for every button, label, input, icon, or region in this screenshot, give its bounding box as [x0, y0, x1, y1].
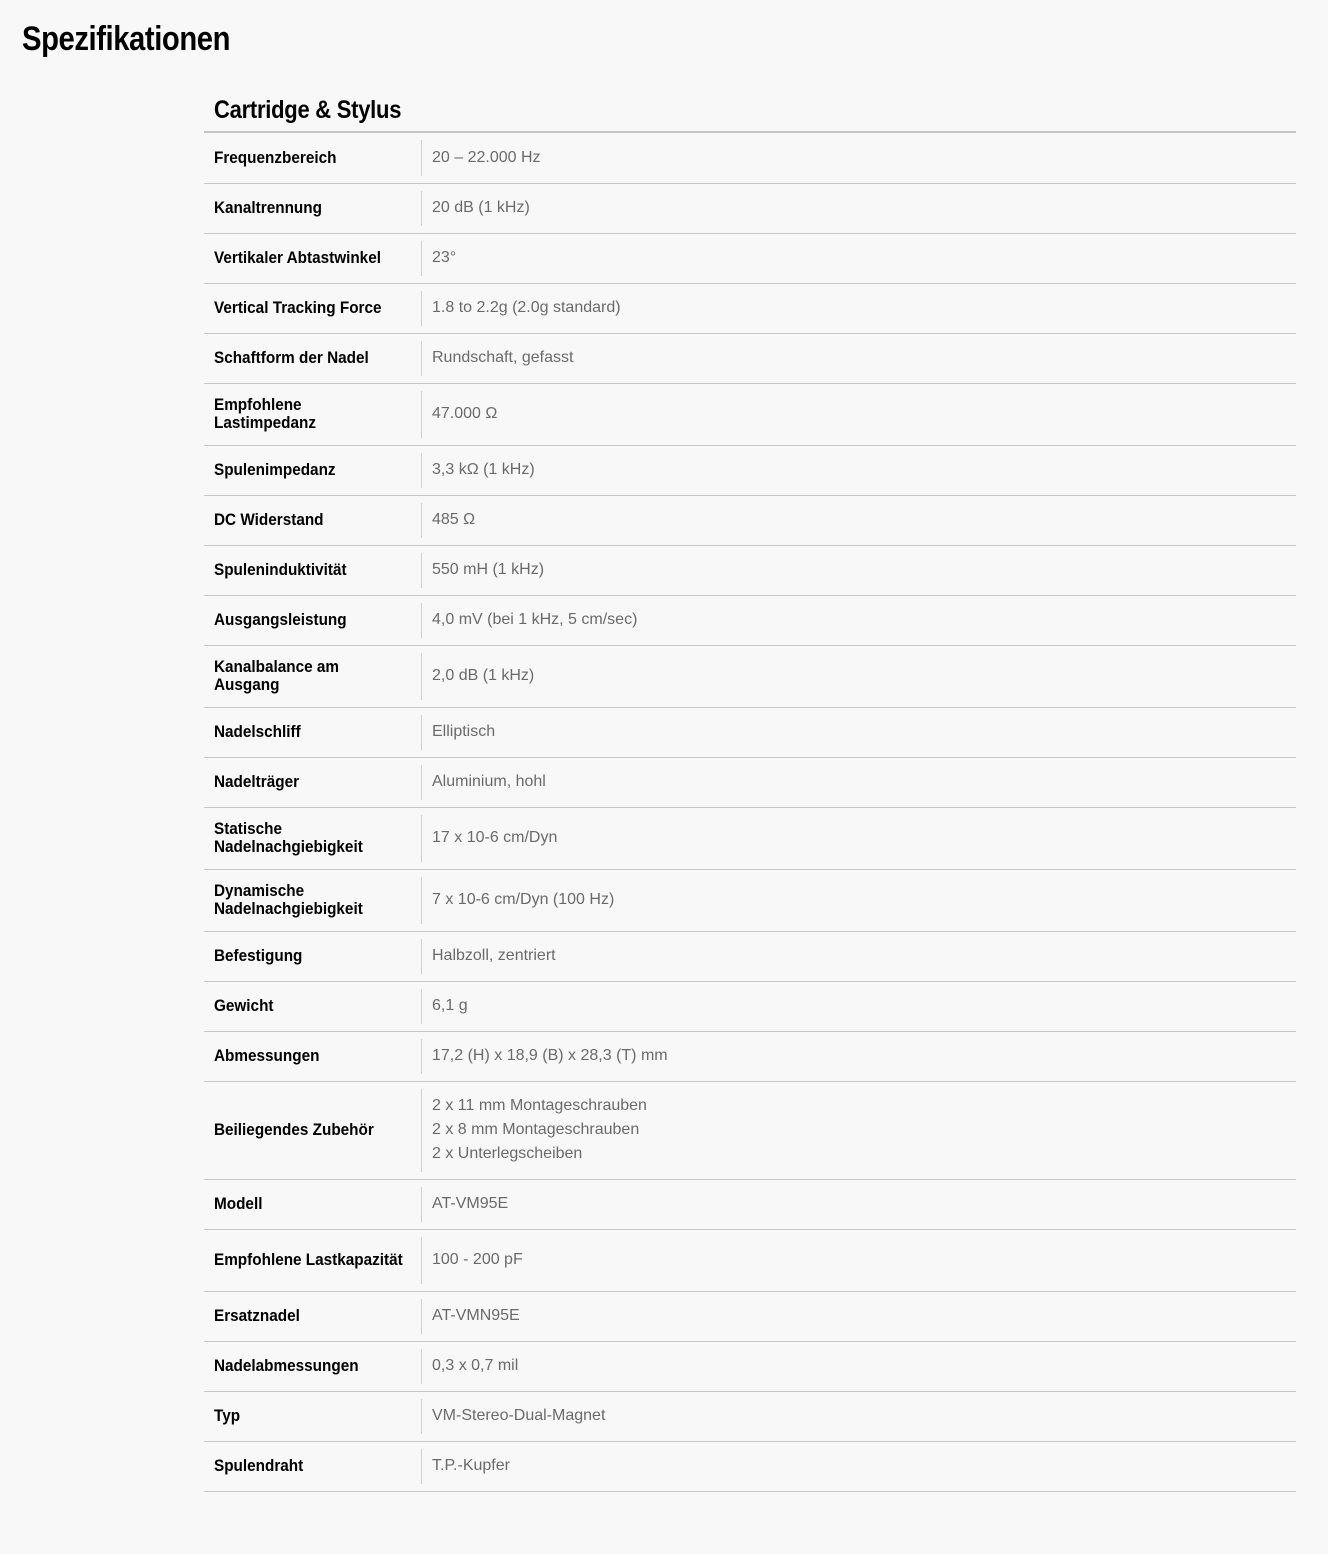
spec-value-cell — [421, 133, 1296, 183]
spec-row — [204, 645, 1296, 707]
spec-value-cell — [421, 383, 1296, 445]
spec-label-cell — [204, 869, 421, 931]
spec-label: Modell — [214, 1194, 263, 1213]
spec-label: Dynamische Nadelnachgiebigkeit — [214, 881, 363, 918]
spec-row — [204, 383, 1296, 445]
spec-label-cell — [204, 1291, 421, 1341]
spec-label: Ersatznadel — [214, 1306, 300, 1325]
spec-label: Kanalbalance am Ausgang — [214, 657, 340, 694]
spec-label-cell — [204, 1229, 421, 1291]
spec-value: 17 x 10-6 cm/Dyn — [432, 829, 558, 846]
spec-label: Spuleninduktivität — [214, 560, 347, 579]
spec-label: Abmessungen — [214, 1046, 320, 1065]
spec-row — [204, 757, 1296, 807]
spec-value-cell — [421, 1081, 1296, 1179]
spec-value-cell — [421, 869, 1296, 931]
spec-label-cell — [204, 707, 421, 757]
spec-value-cell — [421, 807, 1296, 869]
page-title: Spezifikationen — [22, 20, 231, 58]
spec-value: 7 x 10-6 cm/Dyn (100 Hz) — [432, 891, 615, 908]
spec-table — [204, 133, 1296, 1492]
spec-value: 100 - 200 pF — [432, 1251, 523, 1268]
spec-value-cell — [421, 931, 1296, 981]
spec-value-cell — [421, 1229, 1296, 1291]
spec-row — [204, 981, 1296, 1031]
section-title — [204, 90, 1296, 133]
spec-row — [204, 869, 1296, 931]
spec-value: 2 x Unterlegscheiben — [432, 1145, 583, 1162]
spec-label: Gewicht — [214, 996, 274, 1015]
section-title-text: Cartridge & Stylus — [214, 96, 402, 124]
spec-label: Frequenzbereich — [214, 147, 337, 167]
spec-value: Rundschaft, gefasst — [432, 349, 574, 366]
spec-row — [204, 133, 1296, 183]
spec-label: Spulendraht — [214, 1456, 304, 1475]
spec-row — [204, 1179, 1296, 1229]
spec-row — [204, 445, 1296, 495]
spec-value-cell — [421, 707, 1296, 757]
spec-label-cell — [204, 1031, 421, 1081]
spec-value: 17,2 (H) x 18,9 (B) x 28,3 (T) mm — [432, 1047, 668, 1064]
spec-row — [204, 1229, 1296, 1291]
spec-value-cell — [421, 1341, 1296, 1391]
spec-value: AT-VMN95E — [432, 1307, 520, 1324]
spec-value-cell — [421, 1441, 1296, 1491]
spec-value-cell — [421, 495, 1296, 545]
spec-label-cell — [204, 445, 421, 495]
spec-label-cell — [204, 495, 421, 545]
spec-label-cell — [204, 383, 421, 445]
spec-value-cell — [421, 757, 1296, 807]
spec-value-cell — [421, 1031, 1296, 1081]
spec-label-cell — [204, 1391, 421, 1441]
spec-label-cell — [204, 757, 421, 807]
spec-table-body — [204, 133, 1296, 1491]
spec-label: Nadelschliff — [214, 722, 301, 741]
spec-value-cell — [421, 645, 1296, 707]
spec-value: 20 – 22.000 Hz — [432, 148, 541, 166]
spec-value-cell — [421, 595, 1296, 645]
spec-row — [204, 931, 1296, 981]
spec-value: 2 x 8 mm Montageschrauben — [432, 1121, 640, 1138]
spec-label-cell — [204, 1081, 421, 1179]
spec-value: 2 x 11 mm Montageschrauben — [432, 1097, 647, 1114]
spec-label-cell — [204, 645, 421, 707]
spec-label-cell — [204, 807, 421, 869]
spec-section — [204, 90, 1296, 1492]
spec-label-cell — [204, 1179, 421, 1229]
spec-label: Nadelträger — [214, 772, 300, 791]
spec-value-cell — [421, 233, 1296, 283]
spec-row — [204, 495, 1296, 545]
spec-label-cell — [204, 981, 421, 1031]
spec-label-cell — [204, 545, 421, 595]
spec-label-cell — [204, 233, 421, 283]
spec-label-cell — [204, 283, 421, 333]
spec-label: Befestigung — [214, 946, 303, 965]
spec-value: 0,3 x 0,7 mil — [432, 1357, 519, 1374]
spec-value: 47.000 Ω — [432, 405, 498, 422]
spec-row — [204, 595, 1296, 645]
spec-row — [204, 1441, 1296, 1491]
spec-label: Statische Nadelnachgiebigkeit — [214, 819, 363, 856]
spec-label: Spulenimpedanz — [214, 460, 336, 479]
spec-label-cell — [204, 931, 421, 981]
spec-value: Halbzoll, zentriert — [432, 947, 556, 964]
spec-value: 23° — [432, 249, 457, 266]
spec-label: Nadelabmessungen — [214, 1356, 359, 1375]
spec-label: Empfohlene Lastimpedanz — [214, 395, 317, 432]
spec-value-cell — [421, 445, 1296, 495]
spec-row — [204, 707, 1296, 757]
spec-row — [204, 1081, 1296, 1179]
spec-value: 3,3 kΩ (1 kHz) — [432, 461, 535, 478]
spec-label: Typ — [214, 1406, 241, 1425]
spec-value-cell — [421, 1291, 1296, 1341]
spec-label-cell — [204, 1341, 421, 1391]
spec-row — [204, 233, 1296, 283]
spec-row — [204, 283, 1296, 333]
spec-row — [204, 1031, 1296, 1081]
spec-row — [204, 1291, 1296, 1341]
spec-label: Kanaltrennung — [214, 198, 322, 217]
spec-value: 1.8 to 2.2g (2.0g standard) — [432, 299, 621, 316]
spec-value: 550 mH (1 kHz) — [432, 561, 545, 578]
spec-label-cell — [204, 1441, 421, 1491]
spec-value: Aluminium, hohl — [432, 773, 546, 790]
spec-value: AT-VM95E — [432, 1195, 509, 1212]
spec-value: 20 dB (1 kHz) — [432, 199, 530, 216]
spec-label: Schaftform der Nadel — [214, 348, 369, 367]
spec-value-cell — [421, 545, 1296, 595]
spec-row — [204, 333, 1296, 383]
spec-row — [204, 807, 1296, 869]
spec-value-cell — [421, 1179, 1296, 1229]
spec-label-cell — [204, 183, 421, 233]
spec-value-cell — [421, 283, 1296, 333]
spec-label: Empfohlene Lastkapazität — [214, 1250, 403, 1269]
spec-row — [204, 1341, 1296, 1391]
spec-value: 6,1 g — [432, 997, 468, 1014]
spec-label-cell — [204, 595, 421, 645]
spec-value-cell — [421, 333, 1296, 383]
spec-label: Vertical Tracking Force — [214, 298, 382, 317]
spec-label: Ausgangsleistung — [214, 610, 347, 629]
spec-row — [204, 545, 1296, 595]
spec-value-cell — [421, 981, 1296, 1031]
spec-label: Vertikaler Abtastwinkel — [214, 248, 381, 267]
spec-value: 4,0 mV (bei 1 kHz, 5 cm/sec) — [432, 611, 638, 628]
spec-value: 485 Ω — [432, 511, 476, 528]
spec-label: DC Widerstand — [214, 510, 324, 529]
spec-value-cell — [421, 183, 1296, 233]
spec-value: VM-Stereo-Dual-Magnet — [432, 1407, 606, 1424]
spec-label-cell — [204, 133, 421, 183]
spec-value-cell — [421, 1391, 1296, 1441]
spec-value: T.P.-Kupfer — [432, 1457, 510, 1474]
spec-label-cell — [204, 333, 421, 383]
spec-value: Elliptisch — [432, 723, 496, 740]
spec-value: 2,0 dB (1 kHz) — [432, 667, 535, 684]
spec-row — [204, 183, 1296, 233]
spec-label: Beiliegendes Zubehör — [214, 1120, 374, 1139]
spec-row — [204, 1391, 1296, 1441]
